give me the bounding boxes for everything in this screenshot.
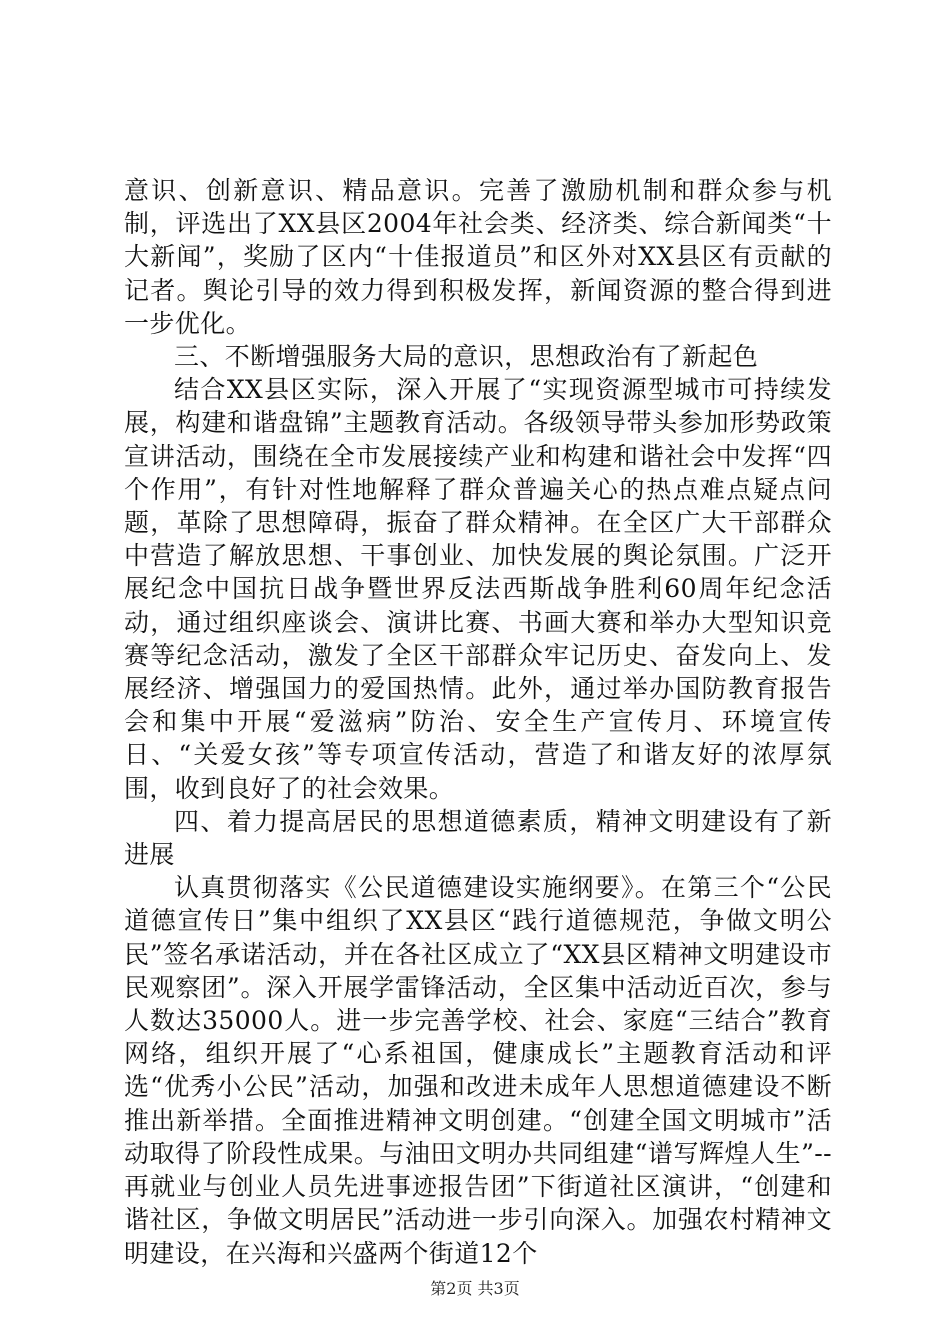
- paragraph-section-four: 认真贯彻落实《公民道德建设实施纲要》。在第三个“公民道德宣传日”集中组织了XX县区“践行道德规范，争做文明公民”签名承诺活动，并在各社区成立了“XX县区精神文明建设市民观察团”。深入开展学雷锋活动，全区集中活动近百次，参与人数达35000人。进一步完善学校、社会、家庭“三结合”教育网络，组织开展了“心系祖国，健康成长”主题教育活动和评选“优秀小公民”活动，加强和改进未成年人思想道德建设不断推出新举措。全面推进精神文明创建。“创建全国文明城市”活动取得了阶段性成果。与油田文明办共同组建“谱写辉煌人生”--再就业与创业人员先进事迹报告团”下街道社区演讲，“创建和谐社区，争做文明居民”活动进一步引向深入。加强农村精神文明建设，在兴海和兴盛两个街道12个: [124, 873, 832, 1268]
- section-heading-four: 四、着力提高居民的思想道德素质，精神文明建设有了新进展: [124, 806, 832, 870]
- page-number-footer: 第2页 共3页: [430, 1279, 520, 1298]
- paragraph-continuation: 意识、创新意识、精品意识。完善了激励机制和群众参与机制，评选出了XX县区2004年社会类、经济类、综合新闻类“十大新闻”，奖励了区内“十佳报道员”和区外对XX县区有贡献的记者。舆论引导的效力得到积极发挥，新闻资源的整合得到进一步优化。: [124, 176, 832, 338]
- document-body: [124, 174, 832, 1270]
- section-heading-three: 三、不断增强服务大局的意识，思想政治有了新起色: [174, 342, 759, 372]
- paragraph-section-three: 结合XX县区实际，深入开展了“实现资源型城市可持续发展，构建和谐盘锦”主题教育活动。各级领导带头参加形势政策宣讲活动，围绕在全市发展接续产业和构建和谐社会中发挥“四个作用”，有针对性地解释了群众普遍关心的热点难点疑点问题，革除了思想障碍，振奋了群众精神。在全区广大干部群众中营造了解放思想、干事创业、加快发展的舆论氛围。广泛开展纪念中国抗日战争暨世界反法西斯战争胜利60周年纪念活动，通过组织座谈会、演讲比赛、书画大赛和举办大型知识竞赛等纪念活动，激发了全区干部群众牢记历史、奋发向上、发展经济、增强国力的爱国热情。此外，通过举办国防教育报告会和集中开展“爱滋病”防治、安全生产宣传月、环境宣传日、“关爱女孩”等专项宣传活动，营造了和谐友好的浓厚氛围，收到良好了的社会效果。: [124, 375, 832, 803]
